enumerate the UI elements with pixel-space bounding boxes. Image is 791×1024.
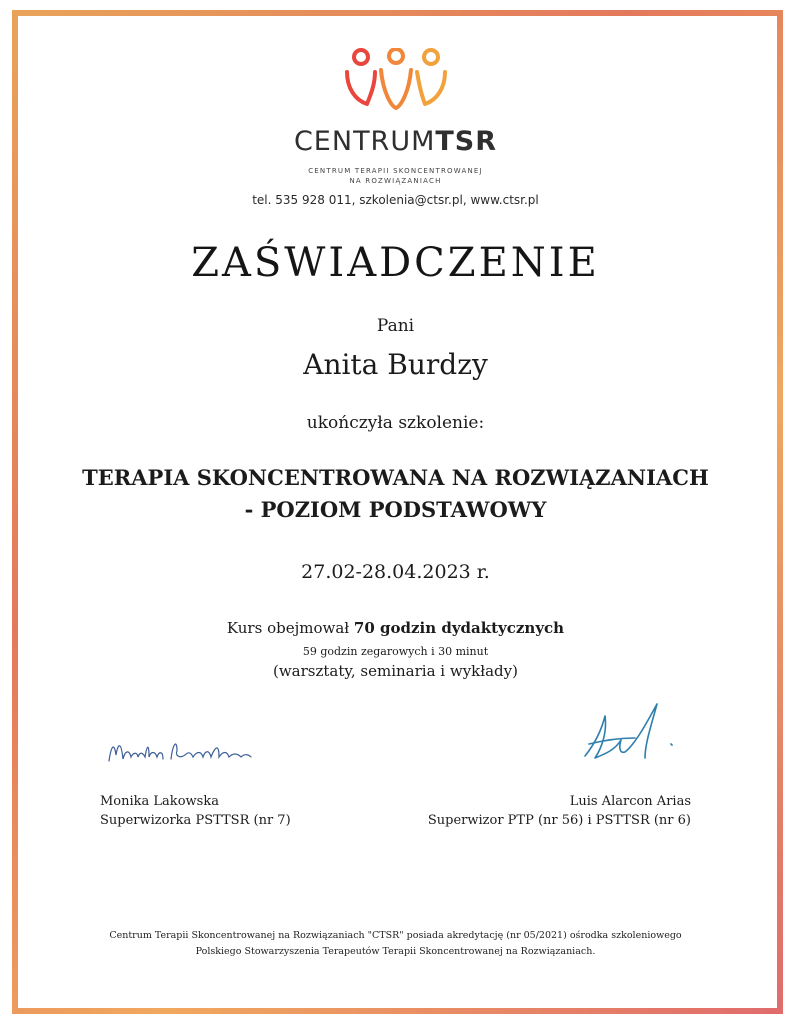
signatory-right-role: Superwizor PTP (nr 56) i PSTTSR (nr 6)	[427, 813, 691, 828]
course-hours-bold: 70 godzin dydaktycznych	[353, 619, 565, 637]
salutation: Pani	[376, 316, 415, 336]
course-clock-hours: 59 godzin zegarowych i 30 minut	[302, 645, 489, 658]
course-title-line2: - POZIOM PODSTAWOWY	[244, 497, 547, 522]
signatory-right-name: Luis Alarcon Arias	[569, 794, 691, 809]
signature-right-image	[575, 696, 675, 768]
course-dates: 27.02-28.04.2023 r.	[301, 561, 490, 583]
ctsr-logo	[0, 48, 791, 112]
brand-name-bold: TSR	[435, 126, 498, 157]
brand-subtitle-line2: NA ROZWIĄZANIACH	[349, 177, 442, 185]
brand-name	[0, 126, 791, 157]
signatory-left-name: Monika Lakowska	[100, 794, 219, 809]
course-hours	[0, 619, 791, 637]
brand-subtitle-line1: CENTRUM TERAPII SKONCENTROWANEJ	[308, 167, 483, 175]
course-scope: (warsztaty, seminaria i wykłady)	[272, 662, 518, 680]
recipient-name: Anita Burdzy	[303, 348, 488, 381]
course-title-line1: TERAPIA SKONCENTROWANA NA ROZWIĄZANIACH	[82, 465, 709, 490]
signatory-left	[100, 792, 291, 830]
footer-line2: Polskiego Stowarzyszenia Terapeutów Terapii Skoncentrowanej na Rozwiązaniach.	[195, 946, 596, 957]
completed-text: ukończyła szkolenie:	[306, 413, 485, 433]
brand-name-light: CENTRUM	[293, 126, 436, 157]
footer-line1: Centrum Terapii Skoncentrowanej na Rozwiązaniach "CTSR" posiada akredytację (nr 05/2021) ośrodka szkoleniowego	[109, 930, 682, 941]
signatory-right	[428, 792, 691, 830]
accreditation-footer	[60, 928, 731, 960]
course-hours-prefix: Kurs obejmował	[226, 619, 354, 637]
signatory-left-role: Superwizorka PSTTSR (nr 7)	[100, 813, 291, 828]
signature-left-image	[105, 733, 255, 769]
course-title	[0, 462, 791, 526]
document-title: ZAŚWIADCZENIE	[191, 240, 600, 286]
contact-info: tel. 535 928 011, szkolenia@ctsr.pl, www.ctsr.pl	[252, 193, 539, 207]
people-logo-icon	[341, 48, 451, 112]
